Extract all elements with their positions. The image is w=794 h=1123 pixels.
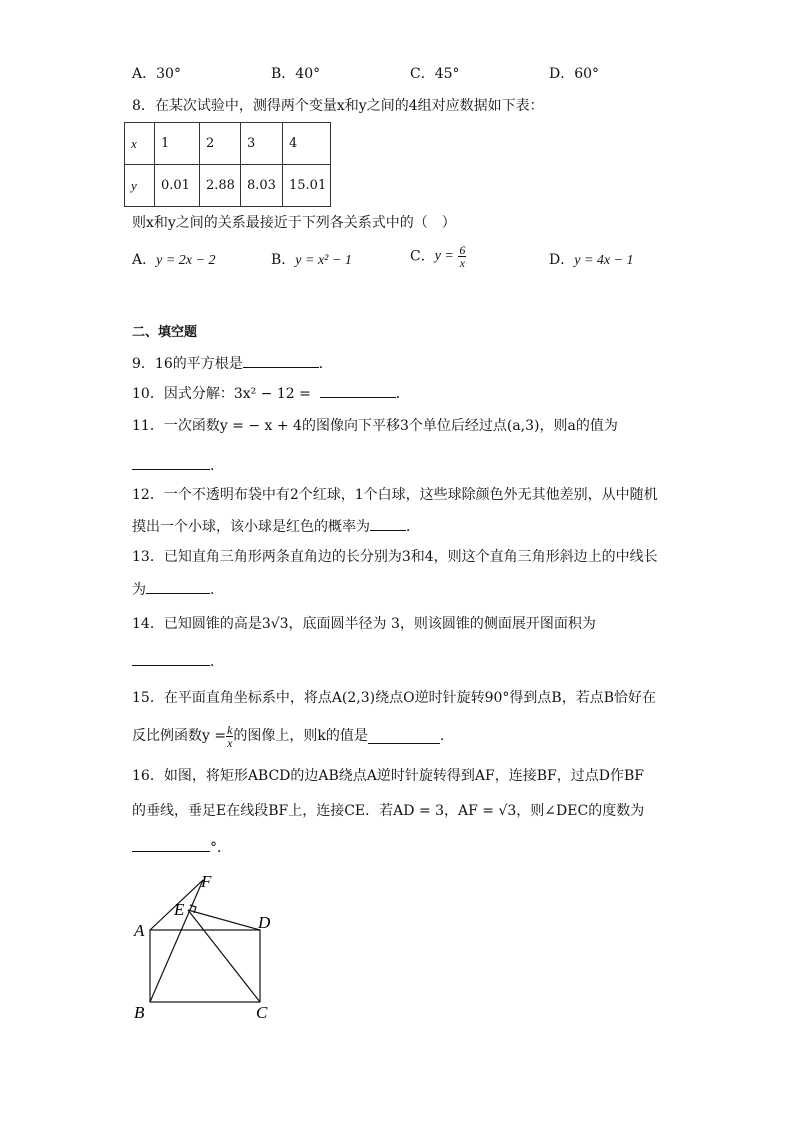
fraction: $\frac{k}{x}$	[227, 722, 233, 750]
q7-option-b[interactable]: B．40°	[271, 66, 321, 82]
label-a: A	[134, 921, 145, 940]
table-cell: 4	[283, 123, 331, 165]
q11-line1: 11．一次函数y = − x + 4的图像向下平移3个单位后经过点(a,3)，则a的值为	[132, 418, 618, 434]
q11-line2: .	[132, 455, 214, 476]
q7-option-a[interactable]: A．30°	[132, 66, 181, 82]
q10: 10．因式分解：3x² − 12 = ．	[132, 383, 410, 404]
q15-line1: 15．在平面直角坐标系中，将点A(2,3)绕点O逆时针旋转90°得到点B，若点B恰好在	[132, 690, 656, 706]
q13-line1: 13．已知直角三角形两条直角边的长分别为3和4，则这个直角三角形斜边上的中线长	[132, 549, 658, 565]
q12-line2: 摸出一个小球，该小球是红色的概率为 ．	[132, 516, 420, 537]
answer-blank[interactable]	[370, 516, 406, 531]
q8-option-c[interactable]: C．y = $\frac{6}{x}$	[410, 243, 466, 270]
table-cell: 3	[241, 123, 283, 165]
table-cell: y	[125, 165, 155, 207]
table-cell: 2.88	[200, 165, 241, 207]
table-cell: 8.03	[241, 165, 283, 207]
q8-option-d[interactable]: D．y = 4x − 1	[549, 252, 634, 268]
answer-blank[interactable]	[132, 651, 210, 666]
label-e: E	[174, 900, 185, 919]
table-row	[125, 123, 331, 165]
q14-line1: 14．已知圆锥的高是3√3，底面圆半径为 3，则该圆锥的侧面展开图面积为	[132, 616, 596, 632]
segment-ec	[188, 910, 260, 1002]
q16-line1: 16．如图，将矩形ABCD的边AB绕点A逆时针旋转得到AF，连接BF，过点D作BF	[132, 768, 644, 784]
segment-de	[188, 910, 260, 930]
q7-option-d[interactable]: D．60°	[549, 66, 600, 82]
table-cell: x	[125, 123, 155, 165]
answer-blank[interactable]	[146, 579, 210, 594]
q16-line2: 的垂线，垂足E在线段BF上，连接CE．若AD = 3，AF = √3，则∠DEC的度数为	[132, 803, 645, 819]
table-cell: 1	[155, 123, 200, 165]
q14-line2: ．	[132, 651, 224, 672]
q8-data-table	[124, 122, 331, 207]
answer-blank[interactable]	[368, 729, 440, 744]
q7-options	[132, 64, 632, 84]
segment-bf	[150, 880, 203, 1002]
table-cell: 0.01	[155, 165, 200, 207]
q16-line3: °．	[132, 837, 231, 858]
label-c: C	[256, 1003, 268, 1022]
answer-blank[interactable]	[243, 353, 319, 368]
answer-blank[interactable]	[132, 837, 210, 852]
answer-blank[interactable]	[320, 383, 396, 398]
table-cell: 15.01	[283, 165, 331, 207]
q13-line2: 为 .	[132, 579, 214, 600]
q9: 9．16的平方根是 ．	[132, 353, 333, 374]
q8-options	[132, 244, 652, 278]
q8-question: 则x和y之间的关系最接近于下列各关系式中的（ ）	[132, 215, 456, 231]
q15-line2: 反比例函数y = $\frac{k}{x}$ 的图像上，则k的值是 .	[132, 722, 445, 750]
q8-option-a[interactable]: A．y = 2x − 2	[132, 252, 216, 268]
q8-stem: 8．在某次试验中，测得两个变量x和y之间的4组对应数据如下表：	[132, 98, 544, 114]
rectangle-abcd	[150, 930, 260, 1002]
label-f: F	[201, 872, 212, 891]
q7-option-c[interactable]: C．45°	[410, 66, 460, 82]
q12-line1: 12．一个不透明布袋中有2个红球，1个白球，这些球除颜色外无其他差别，从中随机	[132, 487, 658, 503]
label-b: B	[134, 1003, 145, 1022]
section-title: 二、填空题	[132, 325, 198, 340]
label-d: D	[258, 913, 271, 932]
answer-blank[interactable]	[132, 455, 210, 470]
fraction: $\frac{6}{x}$	[459, 243, 466, 270]
table-row	[125, 165, 331, 207]
geometry-figure	[120, 862, 290, 1027]
table-cell: 2	[200, 123, 241, 165]
q8-option-b[interactable]: B．y = x² − 1	[271, 252, 352, 268]
